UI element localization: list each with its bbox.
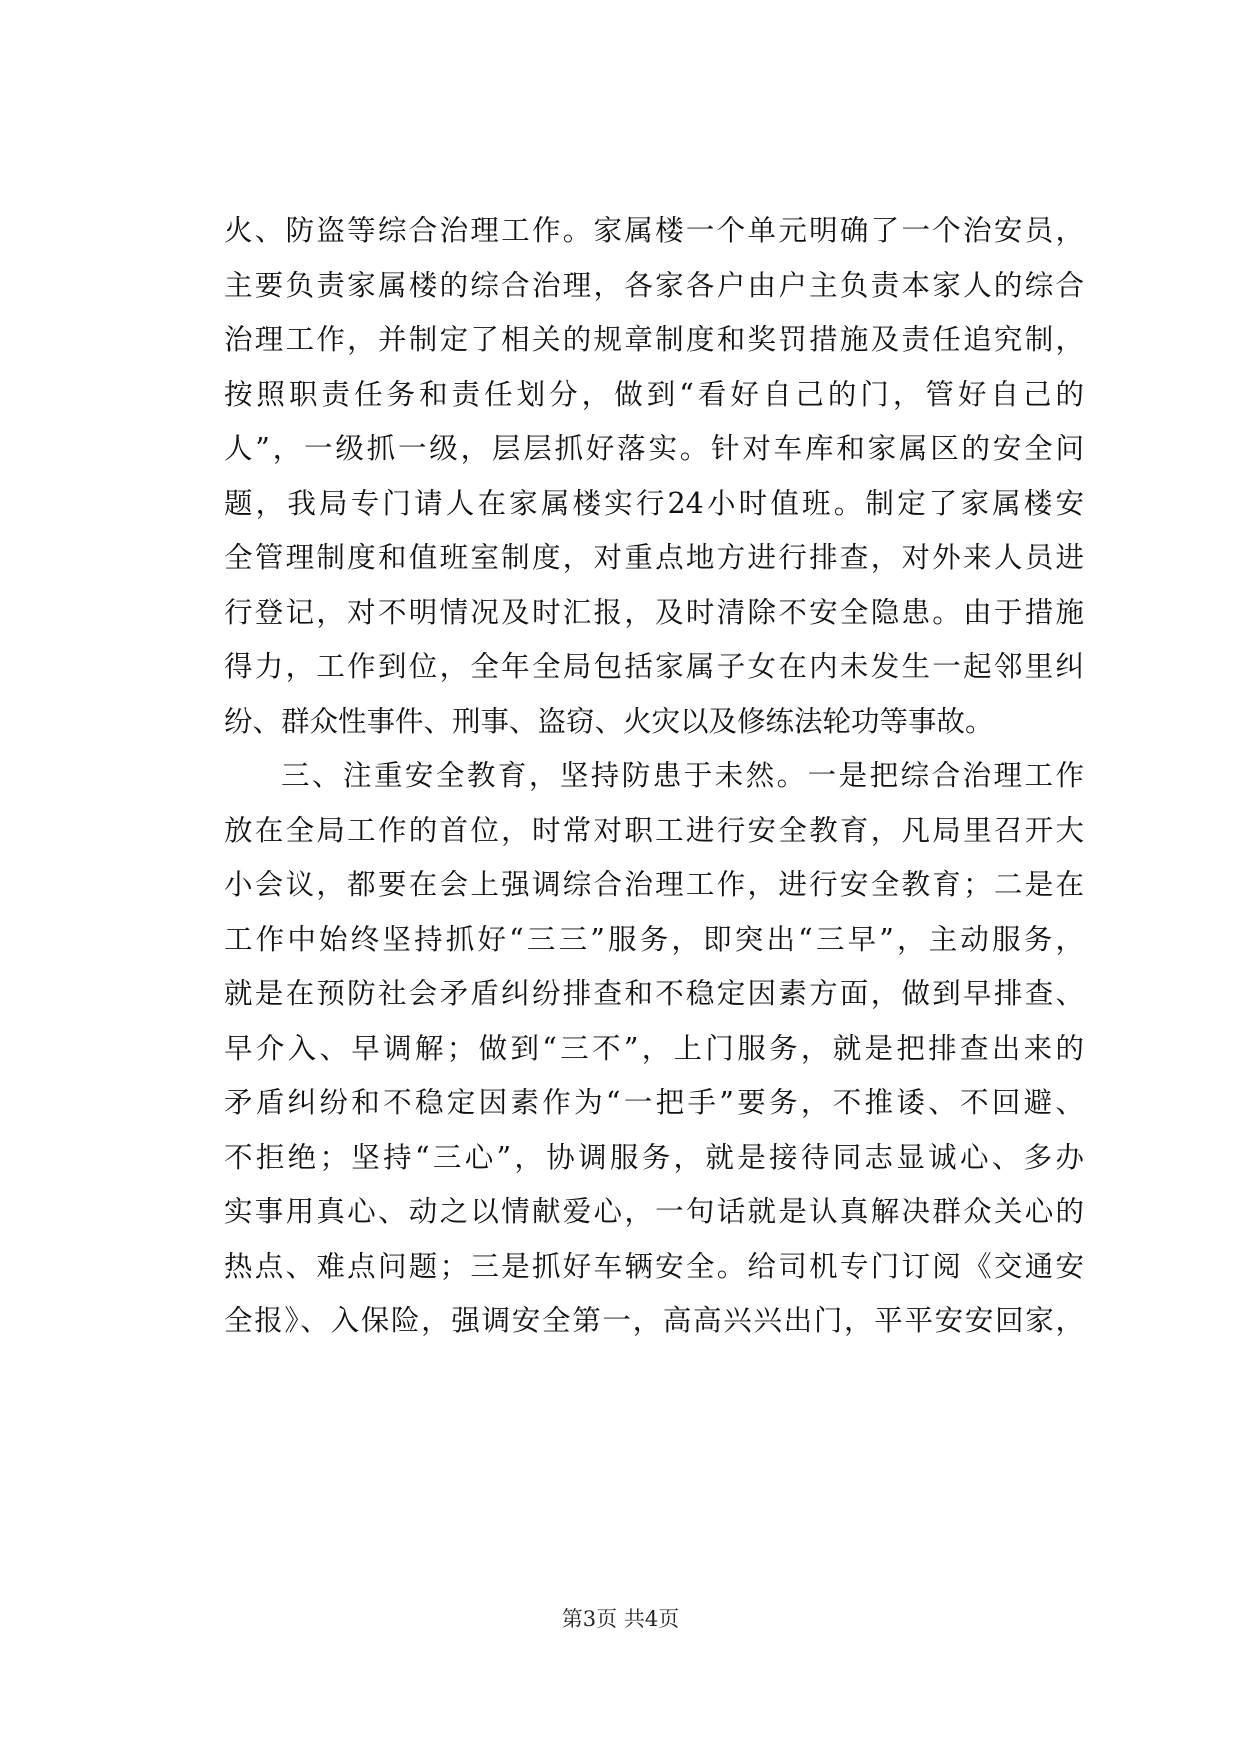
document-body: [224, 204, 1084, 1349]
paragraph-line: 小会议，都要在会上强调综合治理工作，进行安全教育；二是在: [224, 868, 1084, 901]
paragraph-line: 题，我局专门请人在家属楼实行24小时值班。制定了家属楼安: [224, 486, 1084, 520]
paragraph-line: 工作中始终坚持抓好“三三”服务，即突出“三早”，主动服务，: [224, 922, 1084, 956]
paragraph-line: 主要负责家属楼的综合治理，各家各户由户主负责本家人的综合: [224, 268, 1084, 302]
paragraph-line: 得力，工作到位，全年全局包括家属子女在内未发生一起邻里纠: [224, 650, 1084, 683]
paragraph-line: 放在全局工作的首位，时常对职工进行安全教育，凡局里召开大: [224, 813, 1084, 847]
paragraph-line: 不拒绝；坚持“三心”，协调服务，就是接待同志显诚心、多办: [224, 1140, 1084, 1174]
paragraph-line: 实事用真心、动之以情献爱心，一句话就是认真解决群众关心的: [224, 1195, 1084, 1228]
paragraph-line: 按照职责任务和责任划分，做到“看好自己的门，管好自己的: [224, 377, 1084, 411]
paragraph-line: 治理工作，并制定了相关的规章制度和奖罚措施及责任追究制，: [224, 323, 1084, 356]
page-number-footer: 第3页 共4页: [561, 1607, 680, 1631]
paragraph-line: 矛盾纠纷和不稳定因素作为“一把手”要务，不推诿、不回避、: [224, 1086, 1084, 1119]
paragraph-line: 全管理制度和值班室制度，对重点地方进行排查，对外来人员进: [224, 541, 1084, 574]
paragraph-line: 就是在预防社会矛盾纠纷排查和不稳定因素方面，做到早排查、: [224, 977, 1084, 1010]
paragraph-line: 早介入、早调解；做到“三不”，上门服务，就是把排查出来的: [224, 1031, 1084, 1065]
paragraph-line: 人”，一级抓一级，层层抓好落实。针对车库和家属区的安全问: [224, 432, 1084, 465]
paragraph-line: 行登记，对不明情况及时汇报，及时清除不安全隐患。由于措施: [224, 595, 1084, 629]
paragraph-line: 全报》、入保险，强调安全第一，高高兴兴出门，平平安安回家，: [224, 1304, 1084, 1337]
paragraph-line: 纷、群众性事件、刑事、盗窃、火灾以及修练法轮功等事故。: [224, 704, 994, 738]
paragraph-line: 热点、难点问题；三是抓好车辆安全。给司机专门订阅《交通安: [224, 1249, 1084, 1283]
section-heading-line: 三、注重安全教育，坚持防患于未然。一是把综合治理工作: [281, 759, 1084, 792]
paragraph-line: 火、防盗等综合治理工作。家属楼一个单元明确了一个治安员，: [224, 214, 1084, 247]
